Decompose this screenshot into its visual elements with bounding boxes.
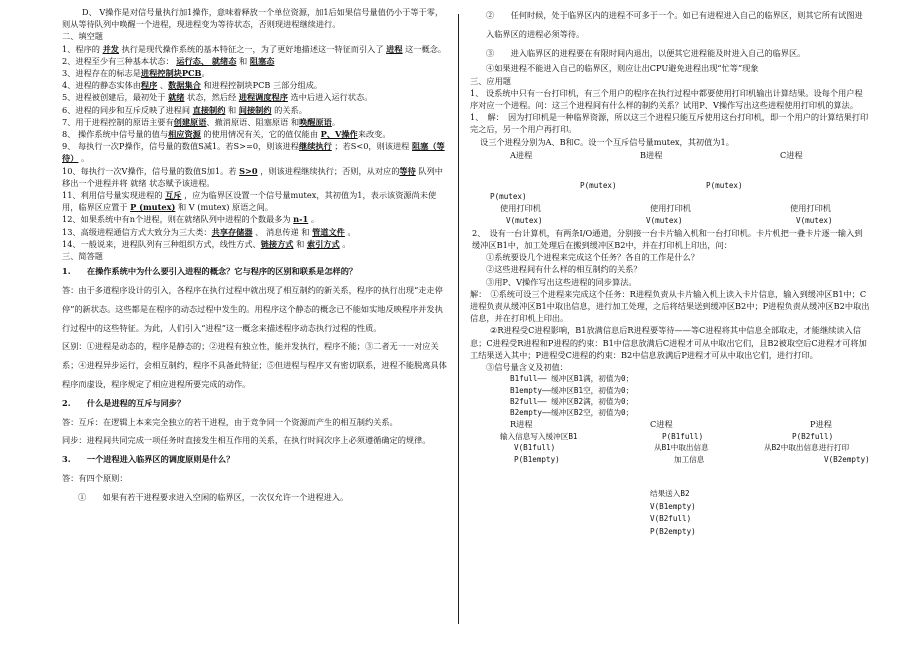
proc-p: P进程 <box>810 418 832 429</box>
short-answer-title: 三、简答题 <box>62 251 103 262</box>
answer-2: 答：互斥：在逻辑上本来完全独立的若干进程，由于竞争同一个资源而产生的相互制约关系。 <box>62 416 398 427</box>
pmutex-c: P(mutex) <box>706 180 743 190</box>
fill-item <box>62 79 448 91</box>
proc-a: A进程 <box>510 149 533 160</box>
fill-answer: 间接制约 <box>238 104 272 115</box>
fill-answer: 直接制约 <box>192 104 226 115</box>
fill-text: 8、 操作系统中信号量的值与 <box>62 129 169 140</box>
fill-text: 10、每执行一次V操作，信号量的数值S加1。若 <box>62 165 240 176</box>
proc-r: R进程 <box>510 418 533 429</box>
answer-1-diff: 区别：①进程是动态的，程序是静态的；②进程有独立性，能并发执行，程序不能；③二者无一一对应关系；④进程异步运行，会相互制约，程序不具备此特征；⑤但进程与程序又有密切联系，进程不能脱离具体程序而虚设，程序规定了相应进程所要完成的动作。 <box>62 341 447 390</box>
fill-text: 3、进程存在的标志是 <box>62 68 141 79</box>
fill-answer: n-1 <box>293 214 309 225</box>
app-answer-1: 1、 解： 因为打印机是一种临界资源，所以这三个进程只能互斥使用这台打印机，即一个用户的计算结果打印完之后，另一个用户再打印。 <box>470 112 869 135</box>
fill-text: 队列中移出一个进程并将 就绪 状态赋予该进程。 <box>62 165 443 188</box>
fill-text: 1、程序的 <box>62 43 103 54</box>
fill-answer: 相应资源 <box>168 129 201 140</box>
solution-2: ②R进程受C进程影响，B1放满信息后R进程要等待——等C进程将其中信息全部取走，才能继续读入信息；C进程受R进程和P进程的约束：B1中信息放满后C进程才可从中取出它们，且B2被取空后C进程才可将加工结果送入其中；P进程受C进程的约束：B2中信息放满后P进程才可从中取出它们，进行打印。 <box>470 325 867 360</box>
fill-answer: 创建原语 <box>173 116 207 127</box>
fill-answer: 等待 <box>399 165 416 176</box>
printer-use-row <box>470 203 870 215</box>
c-op-1: P(B1full) <box>662 431 704 441</box>
fill-text: ，应为临界区设置一个信号量mutex，其初值为1，表示该资源尚未使用，临界区应置于 <box>62 190 437 213</box>
d-option-text: D、 V操作是对信号量执行加1操作，意味着释放一个单位资源，加1后如果信号量值仍小于等于零，则从等待队列中唤醒一个进程，现进程变为等待状态，否则现进程继续进行。 <box>62 7 444 30</box>
fill-text: 7、用于进程控制的原语主要有 <box>62 116 174 127</box>
c-op-3: 加工信息 <box>674 455 705 465</box>
rcp-row-3 <box>470 454 870 466</box>
proc-c2: C进程 <box>650 418 673 429</box>
sem-b2full: B2full—— 缓冲区B2满，初值为0； <box>510 397 634 407</box>
short-answer-block <box>62 262 448 506</box>
fill-text: 6、进程的同步和互斥反映了进程间 <box>62 104 193 115</box>
sem-b1empty: B1empty——缓冲区B1空，初值为0； <box>510 385 634 395</box>
fill-text: 。 <box>344 226 356 237</box>
tail-2: V(B1empty) <box>650 501 696 511</box>
vmutex-c: V(mutex) <box>796 216 833 225</box>
fill-text: 12、如果系统中有n个进程，则在就绪队列中进程的个数最多为 <box>62 214 294 225</box>
fill-text: 的使用情况有关，它的值仅能由 <box>200 129 321 140</box>
fill-text: 5、进程被创建后，最初处于 <box>62 92 169 103</box>
fill-answer: 程序 <box>140 80 158 91</box>
r-op-2: V(B1full) <box>514 443 556 453</box>
principles-cont <box>470 6 870 62</box>
fill-answer: 进程控制块PCB <box>140 68 202 79</box>
fill-item <box>62 104 448 116</box>
fill-answer: 数据集合 <box>168 80 201 91</box>
sem-b2empty: B2empty——缓冲区B2空，初值为0； <box>510 408 634 418</box>
fill-answer: 阻塞态 <box>249 55 275 66</box>
p-op-1: P(B2full) <box>792 431 834 441</box>
use-a: 使用打印机 <box>500 203 541 214</box>
right-column <box>470 6 870 538</box>
fill-answer: 索引方式 <box>306 238 340 249</box>
vmutex-a: V(mutex) <box>506 216 543 225</box>
tail-3: V(B2full) <box>650 514 692 524</box>
principle-3: ③ 进入临界区的进程要在有限时间内退出，以便其它进程能及时进入自己的临界区。 <box>486 47 806 58</box>
fill-text: 的关系。 <box>271 104 307 115</box>
fill-text: 9、 每执行一次P操作，信号量的数值S减1。若S>=0，则该进程 <box>62 141 299 152</box>
rcp-row-1 <box>470 431 870 443</box>
app-question-1: 1、 设系统中只有一台打印机，有三个用户的程序在执行过程中都要使用打印机输出计算结果。设每个用户程序对应一个进程。问：这三个进程间有什么样的制约关系？试用P、V操作写出这些进程使用打印机的算法。 <box>470 87 863 110</box>
fill-item <box>62 213 448 225</box>
fill-text: 和进程控制块PCB 三部分组成。 <box>200 80 323 91</box>
p-op-2: 从B2中取出信息进行打印 <box>764 443 850 453</box>
printer-p-row <box>470 180 870 192</box>
rcp-row-2 <box>470 442 870 454</box>
fill-text: 状态，然后经 <box>184 92 239 103</box>
vmutex-b: V(mutex) <box>646 216 683 225</box>
fill-answer: 并发 <box>102 43 119 54</box>
sub-question-1: ①系统要设几个进程来完成这个任务？各自的工作是什么？ <box>486 252 699 263</box>
use-c: 使用打印机 <box>790 203 831 214</box>
fill-answer: 唤醒原语 <box>299 116 332 127</box>
pmutex-b: P(mutex) <box>580 180 617 190</box>
fill-text: 、 消息传递 和 <box>252 226 313 237</box>
fill-answer: 就绪 <box>168 92 185 103</box>
fill-item <box>62 43 448 55</box>
fill-answer: 共享存储器 <box>211 226 253 237</box>
left-column <box>62 6 448 507</box>
question-3: 3. 一个进程进入临界区的调度原则是什么？ <box>62 454 235 465</box>
solution-1: 解： ①系统可设三个进程来完成这个任务：R进程负责从卡片输入机上读入卡片信息，输入到缓冲区B1中；C进程负责从缓冲区B1中取出信息，进行加工处理，之后将结果送到缓冲区B2中；P进程负责从缓冲区B2中取出信息，并在打印机上印出。 <box>470 288 870 324</box>
fill-text: 13、高级进程通信方式大致分为三大类： <box>62 226 212 237</box>
question-2: 2. 什么是进程的互斥与同步？ <box>62 397 186 408</box>
fill-text: 和 <box>236 55 250 66</box>
answer-2-sync: 同步：进程间共同完成一项任务时直接发生相互作用的关系，在执行时间次序上必须遵循确定的规律。 <box>62 435 431 446</box>
fill-text: 和 <box>225 104 239 115</box>
fill-text: 执行是现代操作系统的基本特征之一，为了更好地描述这一特征而引入了 <box>118 43 387 54</box>
principle-1: ① 如果有若干进程要求进入空闲的临界区，一次仅允许一个进程进入。 <box>78 491 349 502</box>
fill-item <box>62 128 448 140</box>
solution-3: ③信号量含义及初值： <box>486 362 568 373</box>
c-process-tail <box>470 488 870 538</box>
fill-text: 、 <box>157 80 169 91</box>
printer-v-row <box>470 215 870 227</box>
r-op-3: P(B1empty) <box>514 455 560 465</box>
fill-answer: 链接方式 <box>260 238 294 249</box>
fill-item <box>62 140 448 164</box>
app-section-title: 三、应用题 <box>470 75 511 86</box>
fill-answer: 阻塞（等待） <box>62 141 445 164</box>
principle-2: ② 任何时候，处于临界区内的进程不可多于一个。如已有进程进入自己的临界区，则其它所有试图进入临界区的进程必须等待。 <box>486 10 863 39</box>
question-1: 1. 在操作系统中为什么要引入进程的概念？它与程序的区别和联系是怎样的？ <box>62 266 358 277</box>
fill-in-list <box>62 43 448 250</box>
fill-text: 选中后进入运行状态。 <box>287 92 373 103</box>
fill-text: 。 <box>201 68 210 79</box>
principle-4: ④如果进程不能进入自己的临界区，则应让出CPU避免进程出现“忙等”现象 <box>486 63 759 74</box>
fill-item <box>62 226 448 238</box>
fill-text: 。 <box>339 238 351 249</box>
fill-answer: 继续执行 <box>299 141 332 152</box>
fill-answer: 进程调度程序 <box>238 92 288 103</box>
p-op-3: V(B2empty) <box>824 455 870 465</box>
fill-text: 和 <box>293 238 307 249</box>
fill-text: 2、进程至少有三种基本状态： <box>62 55 177 66</box>
use-b: 使用打印机 <box>650 203 691 214</box>
fill-text: ；若S<0，则该进程 <box>331 141 412 152</box>
fill-text: 11、利用信号量实现进程的 <box>62 190 166 201</box>
fill-text: 14、一般说来，进程队列有三种组织方式，线性方式、 <box>62 238 261 249</box>
fill-text: 和 V (mutex) 原语之间。 <box>175 202 273 213</box>
fill-item <box>62 116 448 128</box>
fill-answer: S>0 <box>239 165 258 176</box>
fill-text: 。 <box>308 214 320 225</box>
fill-item <box>62 238 448 250</box>
sub-question-2: ②这些进程间有什么样的相互制约的关系？ <box>486 264 642 275</box>
semaphore-list <box>470 373 870 419</box>
fill-item <box>62 165 448 189</box>
sem-b1full: B1full—— 缓冲区B1满，初值为0； <box>510 374 634 384</box>
sub-question-3: ③用P、V操作写出这些进程的同步算法。 <box>486 276 637 287</box>
fill-answer: 互斥 <box>165 190 182 201</box>
rcp-headers <box>470 419 870 431</box>
fill-answer: P、V操作 <box>320 129 358 140</box>
fill-text: 。 <box>331 116 341 127</box>
fill-answer: 管道文件 <box>312 226 345 237</box>
printer-p-row-a <box>470 191 870 203</box>
fill-text: 。 <box>78 153 90 164</box>
app-answer-1b: 设三个进程分别为A、B和C。设一个互斥信号量mutex，其初值为1。 <box>480 136 734 147</box>
fill-text: 这一概念。 <box>402 43 447 54</box>
tail-4: P(B2empty) <box>650 526 696 536</box>
pmutex-a: P(mutex) <box>490 192 527 202</box>
fill-answer: P (mutex) <box>130 202 176 213</box>
printer-process-headers <box>470 150 870 162</box>
fill-item <box>62 189 448 213</box>
proc-c: C进程 <box>780 149 803 160</box>
fill-answer: 运行态、 就绪态 <box>176 55 237 66</box>
fill-text: 4、进程的静态实体由 <box>62 80 141 91</box>
proc-b: B进程 <box>640 149 663 160</box>
fill-section-title: 二、填空题 <box>62 31 103 42</box>
fill-text: 来改变。 <box>357 129 391 140</box>
answer-3: 答：有四个原则： <box>62 473 128 484</box>
r-op-1: 输入信息写入缓冲区B1 <box>500 431 578 441</box>
c-op-2: 从B1中取出信息 <box>654 443 709 453</box>
fill-text: 、撤消原语、阻塞原语 和 <box>206 116 300 127</box>
fill-item <box>62 91 448 103</box>
fill-item <box>62 67 448 79</box>
fill-item <box>62 55 448 67</box>
fill-text: ，则该进程继续执行；否则，从对应的 <box>257 165 400 176</box>
tail-1: 结果送入B2 <box>650 489 690 499</box>
answer-1: 答：由于多道程序设计的引入，各程序在执行过程中就出现了相互制约的新关系，程序的执行出现“走走停停”的新状态。这些都是在程序的动态过程中发生的。用程序这个静态的概念已不能如实地反映程序并发执行过程中的这些特征。为此，人们引入“进程”这一概念来描述程序动态执行过程的性质。 <box>62 285 443 333</box>
app-question-2: 2、 设有一台计算机，有两条I/O通道，分别接一台卡片输入机和一台打印机。卡片机把一叠卡片逐一输入到缓冲区B1中，加工处理后在搬到缓冲区B2中，并在打印机上印出，问： <box>472 227 863 250</box>
column-divider <box>458 14 459 624</box>
fill-answer: 进程 <box>386 43 403 54</box>
